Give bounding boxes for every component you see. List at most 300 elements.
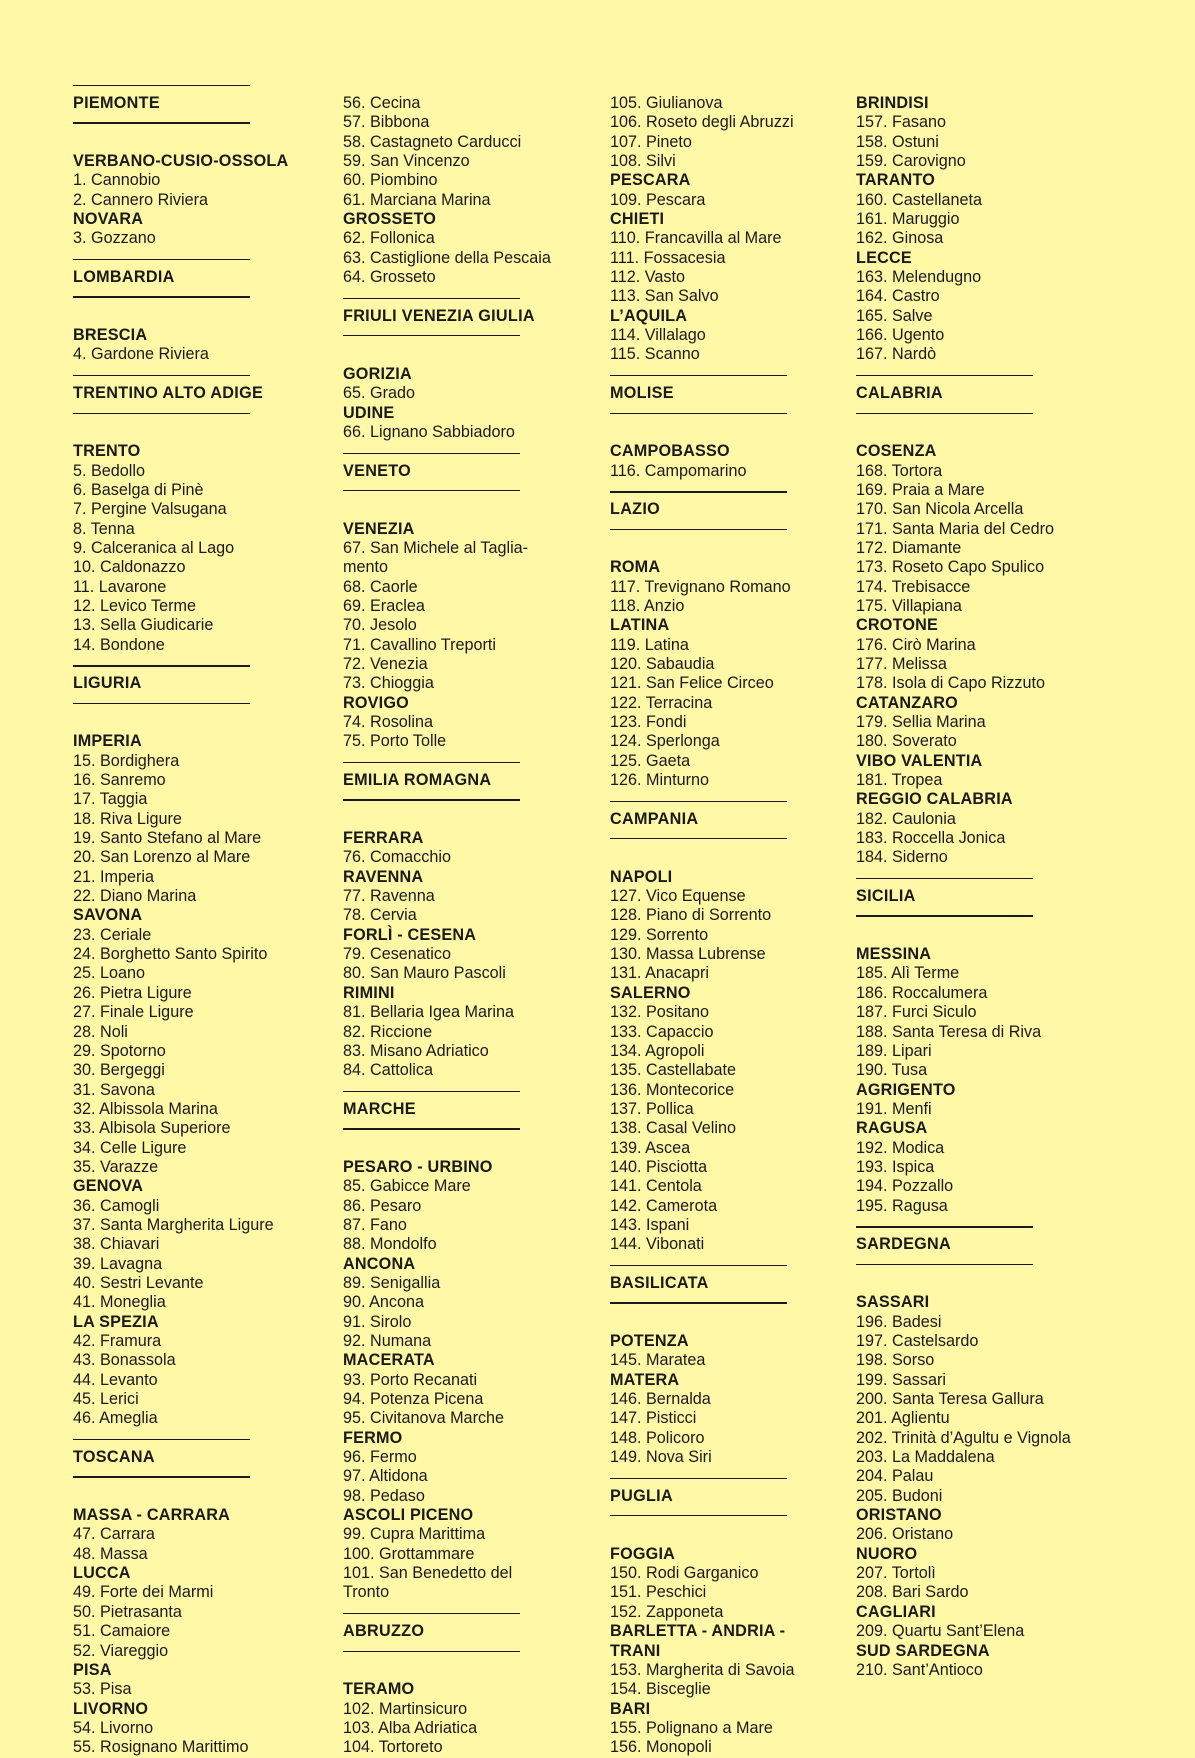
municipality-item: 67. San Michele al Taglia- (343, 538, 529, 557)
municipality-item: 158. Ostuni (856, 132, 939, 151)
province-heading: CAMPOBASSO (610, 442, 730, 461)
municipality-item: 95. Civitanova Marche (343, 1409, 505, 1428)
spacer (610, 423, 794, 442)
province-heading: UDINE (343, 403, 395, 422)
municipality-item: 40. Sestri Levante (73, 1273, 204, 1292)
municipality-item: 53. Pisa (73, 1680, 132, 1699)
municipality-item: 150. Rodi Garganico (610, 1564, 759, 1583)
province-heading: CROTONE (856, 616, 939, 635)
province-heading: ROVIGO (343, 693, 409, 712)
province-heading: ORISTANO (856, 1506, 942, 1525)
province-heading: NOVARA (73, 210, 144, 229)
region-heading: FRIULI VENEZIA GIULIA (343, 298, 551, 337)
municipality-item: 77. Ravenna (343, 887, 435, 906)
municipality-item: 8. Tenna (73, 519, 135, 538)
municipality-item: 97. Altidona (343, 1467, 428, 1486)
municipality-item: 151. Peschici (610, 1583, 707, 1602)
region-heading: CALABRIA (856, 375, 1071, 414)
province-heading: PISA (73, 1660, 112, 1679)
municipality-item: 50. Pietrasanta (73, 1602, 182, 1621)
column-3 (610, 94, 794, 1758)
province-heading: L’AQUILA (610, 306, 688, 325)
municipality-item: 78. Cervia (343, 906, 417, 925)
municipality-item: 66. Lignano Sabbiadoro (343, 422, 515, 441)
municipality-item: 191. Menfi (856, 1099, 932, 1118)
municipality-item: 110. Francavilla al Mare (610, 229, 782, 248)
municipality-item: 47. Carrara (73, 1525, 155, 1544)
municipality-item: 161. Maruggio (856, 210, 960, 229)
province-heading: GROSSETO (343, 210, 437, 229)
column-4 (856, 94, 1071, 1680)
municipality-item: 68. Caorle (343, 577, 418, 596)
municipality-item: 190. Tusa (856, 1061, 928, 1080)
spacer (343, 810, 551, 829)
municipality-item: 135. Castellabate (610, 1061, 736, 1080)
municipality-item: 15. Bordighera (73, 751, 180, 770)
province-heading: POTENZA (610, 1332, 689, 1350)
region-heading: SICILIA (856, 878, 1071, 917)
municipality-item: 2. Cannero Riviera (73, 190, 208, 209)
municipality-item: 64. Grosseto (343, 268, 436, 287)
municipality-item: Tronto (343, 1583, 390, 1602)
municipality-item: 9. Calceranica al Lago (73, 538, 235, 557)
municipality-item: 49. Forte dei Marmi (73, 1583, 214, 1602)
municipality-item: 14. Bondone (73, 635, 165, 654)
region-heading: EMILIA ROMAGNA (343, 762, 551, 801)
municipality-item: 193. Ispica (856, 1157, 935, 1176)
municipality-item: 166. Ugento (856, 326, 945, 345)
municipality-item: 59. San Vincenzo (343, 152, 470, 171)
municipality-item: 183. Roccella Jonica (856, 829, 1006, 848)
municipality-item: 124. Sperlonga (610, 732, 720, 751)
municipality-item: 90. Ancona (343, 1293, 425, 1312)
municipality-item: 171. Santa Maria del Cedro (856, 519, 1054, 538)
spacer (343, 1661, 551, 1680)
province-heading: SUD SARDEGNA (856, 1641, 990, 1660)
municipality-item: 63. Castiglione della Pescaia (343, 248, 551, 267)
spacer (856, 423, 1071, 442)
municipality-item: 143. Ispani (610, 1215, 690, 1234)
municipality-item: 29. Spotorno (73, 1041, 166, 1060)
municipality-item: 48. Massa (73, 1544, 148, 1563)
municipality-item: 79. Cesenatico (343, 945, 451, 964)
municipality-item: 128. Piano di Sorrento (610, 906, 772, 925)
province-heading: ASCOLI PICENO (343, 1506, 474, 1525)
region-heading: ABRUZZO (343, 1613, 551, 1652)
municipality-item: 117. Trevignano Romano (610, 577, 791, 596)
municipality-item: 102. Martinsicuro (343, 1699, 468, 1718)
municipality-item: 178. Isola di Capo Rizzuto (856, 674, 1045, 693)
province-heading: CATANZARO (856, 693, 958, 712)
spacer (343, 1139, 551, 1158)
province-heading: LATINA (610, 616, 670, 635)
spacer (610, 1525, 794, 1544)
municipality-item: 65. Grado (343, 384, 415, 403)
municipality-item: 125. Gaeta (610, 751, 691, 770)
municipality-item: 31. Savona (73, 1080, 155, 1099)
province-heading: TERAMO (343, 1680, 415, 1699)
municipality-item: 154. Bisceglie (610, 1680, 711, 1699)
municipality-item: 100. Grottammare (343, 1544, 475, 1563)
province-heading: FOGGIA (610, 1544, 676, 1563)
municipality-item: 38. Chiavari (73, 1235, 160, 1254)
province-heading: TRENTO (73, 442, 141, 461)
municipality-item: 118. Anzio (610, 596, 685, 615)
municipality-item: 175. Villapiana (856, 596, 962, 615)
municipality-item: 120. Sabaudia (610, 654, 715, 673)
spacer (610, 539, 794, 558)
region-heading: LAZIO (610, 491, 794, 530)
region-heading: TOSCANA (73, 1439, 288, 1478)
province-heading: RAGUSA (856, 1119, 928, 1138)
municipality-item: 17. Taggia (73, 790, 148, 809)
municipality-item: 200. Santa Teresa Gallura (856, 1390, 1044, 1409)
municipality-item: 148. Policoro (610, 1428, 705, 1447)
province-heading: FERMO (343, 1428, 403, 1447)
municipality-item: 51. Camaiore (73, 1622, 171, 1641)
municipality-item: 141. Centola (610, 1177, 702, 1196)
municipality-item: 6. Baselga di Pinè (73, 480, 204, 499)
municipality-item: 60. Piombino (343, 171, 438, 190)
region-heading: VENETO (343, 453, 551, 492)
municipality-item: 196. Badesi (856, 1312, 942, 1331)
municipality-item: 28. Noli (73, 1022, 128, 1041)
municipality-item: 41. Moneglia (73, 1293, 166, 1312)
municipality-item: 180. Soverato (856, 732, 957, 751)
province-heading: BARI (610, 1699, 651, 1718)
province-heading: MASSA - CARRARA (73, 1506, 231, 1525)
municipality-item: 46. Ameglia (73, 1409, 158, 1428)
municipality-item: 179. Sellia Marina (856, 713, 986, 731)
municipality-item: 44. Levanto (73, 1370, 158, 1389)
municipality-item: 162. Ginosa (856, 229, 944, 248)
municipality-item: 57. Bibbona (343, 113, 430, 132)
municipality-item: 123. Fondi (610, 713, 687, 731)
municipality-item: 174. Trebisacce (856, 577, 971, 596)
municipality-item: 184. Siderno (856, 848, 948, 867)
province-heading: VENEZIA (343, 519, 415, 538)
municipality-item: 165. Salve (856, 306, 933, 325)
municipality-item: 37. Santa Margherita Ligure (73, 1215, 274, 1234)
municipality-item: 80. San Mauro Pascoli (343, 964, 506, 983)
municipality-item: 116. Campomarino (610, 461, 747, 480)
municipality-item: 138. Casal Velino (610, 1119, 736, 1138)
municipality-item: 11. Lavarone (73, 577, 167, 596)
region-heading: SARDEGNA (856, 1226, 1071, 1265)
province-heading: LIVORNO (73, 1699, 149, 1718)
municipality-item: 88. Mondolfo (343, 1235, 437, 1254)
municipality-item: 61. Marciana Marina (343, 190, 491, 209)
province-heading: SALERNO (610, 983, 691, 1002)
municipality-item: 105. Giulianova (610, 94, 723, 112)
municipality-item: 132. Positano (610, 1003, 709, 1022)
province-heading: MACERATA (343, 1351, 435, 1370)
province-heading: MATERA (610, 1370, 680, 1389)
municipality-item: 185. Alì Terme (856, 964, 960, 983)
municipality-item: 167. Nardò (856, 345, 937, 364)
spacer (73, 713, 288, 732)
spacer (610, 1313, 794, 1332)
municipality-item: 111. Fossacesia (610, 248, 726, 267)
province-heading: LUCCA (73, 1564, 131, 1583)
municipality-item: 198. Sorso (856, 1351, 935, 1370)
municipality-item: 33. Albisola Superiore (73, 1119, 231, 1138)
municipality-item: 129. Sorrento (610, 925, 709, 944)
province-heading: SAVONA (73, 906, 143, 925)
municipality-item: 199. Sassari (856, 1370, 946, 1389)
municipality-item: 205. Budoni (856, 1486, 943, 1505)
province-heading: ANCONA (343, 1254, 416, 1273)
municipality-item: 62. Follonica (343, 229, 435, 248)
province-heading: NUORO (856, 1544, 918, 1563)
municipality-item: 169. Praia a Mare (856, 480, 985, 499)
municipality-item: 127. Vico Equense (610, 887, 746, 906)
municipality-item: 149. Nova Siri (610, 1448, 712, 1467)
municipality-item: 34. Celle Ligure (73, 1138, 187, 1157)
municipality-item: 139. Ascea (610, 1138, 691, 1157)
municipality-item: 92. Numana (343, 1332, 432, 1350)
municipality-item: 45. Lerici (73, 1390, 139, 1409)
municipality-item: 187. Furci Siculo (856, 1003, 977, 1022)
municipality-item: 112. Vasto (610, 268, 685, 287)
municipality-item: 145. Maratea (610, 1351, 706, 1370)
municipality-item: 107. Pineto (610, 132, 692, 151)
municipality-item: 208. Bari Sardo (856, 1583, 969, 1602)
municipality-item: 96. Fermo (343, 1448, 417, 1467)
municipality-item: 142. Camerota (610, 1196, 718, 1215)
region-heading: PUGLIA (610, 1478, 794, 1517)
province-heading: RAVENNA (343, 867, 424, 886)
region-heading: PIEMONTE (73, 85, 288, 124)
municipality-item: 86. Pesaro (343, 1196, 422, 1215)
municipality-item: 99. Cupra Marittima (343, 1525, 486, 1544)
province-heading: VERBANO-CUSIO-OSSOLA (73, 152, 289, 171)
municipality-item: 210. Sant’Antioco (856, 1660, 983, 1679)
province-heading: PESARO - URBINO (343, 1157, 493, 1176)
municipality-item: mento (343, 558, 388, 577)
municipality-item: 52. Viareggio (73, 1641, 169, 1660)
municipality-item: 89. Senigallia (343, 1273, 441, 1292)
region-heading: MOLISE (610, 375, 794, 414)
municipality-item: 58. Castagneto Carducci (343, 132, 522, 151)
municipality-item: 1. Cannobio (73, 171, 161, 190)
municipality-item: 71. Cavallino Treporti (343, 635, 496, 654)
spacer (343, 500, 551, 519)
municipality-item: 39. Lavagna (73, 1254, 163, 1273)
municipality-item: 195. Ragusa (856, 1196, 948, 1215)
province-heading: VIBO VALENTIA (856, 751, 983, 770)
municipality-item: 130. Massa Lubrense (610, 945, 766, 964)
municipality-item: 204. Palau (856, 1467, 934, 1486)
region-heading: LOMBARDIA (73, 259, 288, 298)
municipality-item: 19. Santo Stefano al Mare (73, 829, 262, 848)
province-heading: GENOVA (73, 1177, 144, 1196)
municipality-item: 18. Riva Ligure (73, 809, 182, 828)
spacer (343, 345, 551, 364)
municipality-item: 10. Caldonazzo (73, 558, 186, 577)
municipality-item: 155. Polignano a Mare (610, 1718, 773, 1737)
municipality-item: 70. Jesolo (343, 616, 417, 635)
municipality-item: 133. Capaccio (610, 1022, 714, 1041)
municipality-item: 94. Potenza Picena (343, 1390, 484, 1409)
municipality-item: 87. Fano (343, 1215, 407, 1234)
municipality-item: 82. Riccione (343, 1022, 433, 1041)
municipality-item: 131. Anacapri (610, 964, 709, 983)
municipality-item: 192. Modica (856, 1138, 945, 1157)
province-heading: TARANTO (856, 171, 936, 190)
province-heading: CAGLIARI (856, 1602, 936, 1621)
municipality-item: 23. Ceriale (73, 925, 152, 944)
municipality-item: 197. Castelsardo (856, 1332, 979, 1350)
municipality-item: 164. Castro (856, 287, 940, 306)
province-heading: FORLÌ - CESENA (343, 925, 477, 944)
municipality-item: 35. Varazze (73, 1157, 159, 1176)
municipality-item: 3. Gozzano (73, 229, 156, 248)
province-heading: IMPERIA (73, 732, 142, 751)
municipality-item: 136. Montecorice (610, 1080, 735, 1099)
municipality-item: 13. Sella Giudicarie (73, 616, 214, 635)
municipality-item: 181. Tropea (856, 771, 943, 790)
municipality-item: 72. Venezia (343, 654, 428, 673)
province-heading: RIMINI (343, 983, 395, 1002)
municipality-item: 206. Oristano (856, 1525, 954, 1544)
municipality-item: 104. Tortoreto (343, 1738, 443, 1757)
region-heading: MARCHE (343, 1091, 551, 1130)
province-heading: LA SPEZIA (73, 1312, 159, 1331)
municipality-item: 93. Porto Recanati (343, 1370, 478, 1389)
municipality-item: 147. Pisticci (610, 1409, 697, 1428)
municipality-item: 4. Gardone Riviera (73, 345, 209, 364)
municipality-item: 146. Bernalda (610, 1390, 711, 1409)
spacer (856, 1274, 1071, 1293)
province-heading: CHIETI (610, 210, 665, 229)
municipality-item: 203. La Maddalena (856, 1448, 995, 1467)
province-heading: NAPOLI (610, 867, 673, 886)
municipality-item: 81. Bellaria Igea Marina (343, 1003, 514, 1022)
province-heading: MESSINA (856, 945, 932, 964)
municipality-item: 153. Margherita di Savoia (610, 1660, 795, 1679)
municipality-item: 36. Camogli (73, 1196, 160, 1215)
municipality-item: 172. Diamante (856, 538, 962, 557)
province-heading: TRANI (610, 1641, 661, 1660)
municipality-item: 170. San Nicola Arcella (856, 500, 1024, 519)
region-heading: BASILICATA (610, 1265, 794, 1304)
municipality-item: 189. Lipari (856, 1041, 932, 1060)
province-heading: ROMA (610, 558, 661, 577)
municipality-item: 201. Aglientu (856, 1409, 950, 1428)
municipality-item: 22. Diano Marina (73, 887, 197, 906)
municipality-item: 54. Livorno (73, 1718, 154, 1737)
municipality-item: 176. Cirò Marina (856, 635, 976, 654)
municipality-item: 32. Albissola Marina (73, 1099, 218, 1118)
municipality-item: 73. Chioggia (343, 674, 434, 693)
municipality-item: 152. Zapponeta (610, 1602, 724, 1621)
municipality-item: 16. Sanremo (73, 771, 166, 790)
municipality-item: 121. San Felice Circeo (610, 674, 774, 693)
province-heading: BRESCIA (73, 326, 148, 345)
municipality-item: 91. Sirolo (343, 1312, 412, 1331)
municipality-item: 207. Tortolì (856, 1564, 936, 1583)
spacer (73, 133, 288, 152)
municipality-item: 21. Imperia (73, 867, 154, 886)
municipality-item: 76. Comacchio (343, 848, 451, 867)
municipality-item: 83. Misano Adriatico (343, 1041, 489, 1060)
province-heading: AGRIGENTO (856, 1080, 956, 1099)
municipality-item: 108. Silvi (610, 152, 676, 171)
province-heading: BRINDISI (856, 94, 929, 112)
municipality-item: 103. Alba Adriatica (343, 1718, 478, 1737)
province-heading: FERRARA (343, 829, 424, 848)
municipality-item: 69. Eraclea (343, 596, 425, 615)
municipality-item: 159. Carovigno (856, 152, 966, 171)
municipality-item: 42. Framura (73, 1332, 162, 1350)
municipality-item: 24. Borghetto Santo Spirito (73, 945, 268, 964)
municipality-item: 202. Trinità d’Agultu e Vignola (856, 1428, 1071, 1447)
municipality-item: 177. Melissa (856, 654, 947, 673)
municipality-item: 156. Monopoli (610, 1738, 712, 1757)
municipality-item: 98. Pedaso (343, 1486, 425, 1505)
municipality-item: 134. Agropoli (610, 1041, 705, 1060)
region-heading: CAMPANIA (610, 801, 794, 840)
province-heading: SASSARI (856, 1293, 930, 1312)
municipality-item: 163. Melendugno (856, 268, 982, 287)
municipality-item: 55. Rosignano Marittimo (73, 1738, 249, 1757)
province-heading: GORIZIA (343, 364, 412, 383)
municipality-item: 109. Pescara (610, 190, 706, 209)
municipality-item: 122. Terracina (610, 693, 713, 712)
province-heading: PESCARA (610, 171, 691, 190)
province-heading: COSENZA (856, 442, 937, 461)
municipality-item: 137. Pollica (610, 1099, 694, 1118)
municipality-item: 25. Loano (73, 964, 146, 983)
municipality-item: 194. Pozzallo (856, 1177, 954, 1196)
municipality-item: 188. Santa Teresa di Riva (856, 1022, 1042, 1041)
municipality-item: 168. Tortora (856, 461, 943, 480)
municipality-item: 56. Cecina (343, 94, 421, 112)
municipality-item: 106. Roseto degli Abruzzi (610, 113, 794, 132)
municipality-item: 144. Vibonati (610, 1235, 705, 1254)
municipality-item: 114. Villalago (610, 326, 706, 345)
municipality-item: 84. Cattolica (343, 1061, 433, 1080)
province-heading: BARLETTA - ANDRIA - (610, 1622, 786, 1641)
municipality-item: 43. Bonassola (73, 1351, 176, 1370)
municipality-item: 74. Rosolina (343, 713, 433, 731)
municipality-item: 75. Porto Tolle (343, 732, 447, 751)
municipality-item: 157. Fasano (856, 113, 946, 132)
municipality-item: 119. Latina (610, 635, 689, 654)
municipality-item: 115. Scanno (610, 345, 700, 364)
region-heading: TRENTINO ALTO ADIGE (73, 375, 288, 414)
column-1 (73, 94, 288, 1758)
spacer (856, 926, 1071, 945)
spacer (610, 848, 794, 867)
municipality-item: 27. Finale Ligure (73, 1003, 194, 1022)
municipality-item: 7. Pergine Valsugana (73, 500, 227, 519)
municipality-item: 113. San Salvo (610, 287, 719, 306)
municipality-item: 30. Bergeggi (73, 1061, 165, 1080)
municipality-item: 5. Bedollo (73, 461, 145, 480)
municipality-item: 101. San Benedetto del (343, 1564, 513, 1583)
municipality-item: 160. Castellaneta (856, 190, 982, 209)
municipality-item: 140. Pisciotta (610, 1157, 708, 1176)
region-heading: LIGURIA (73, 665, 288, 704)
municipality-item: 85. Gabicce Mare (343, 1177, 471, 1196)
spacer (73, 1487, 288, 1506)
spacer (73, 423, 288, 442)
municipality-item: 20. San Lorenzo al Mare (73, 848, 251, 867)
province-heading: LECCE (856, 248, 912, 267)
municipality-item: 173. Roseto Capo Spulico (856, 558, 1045, 577)
